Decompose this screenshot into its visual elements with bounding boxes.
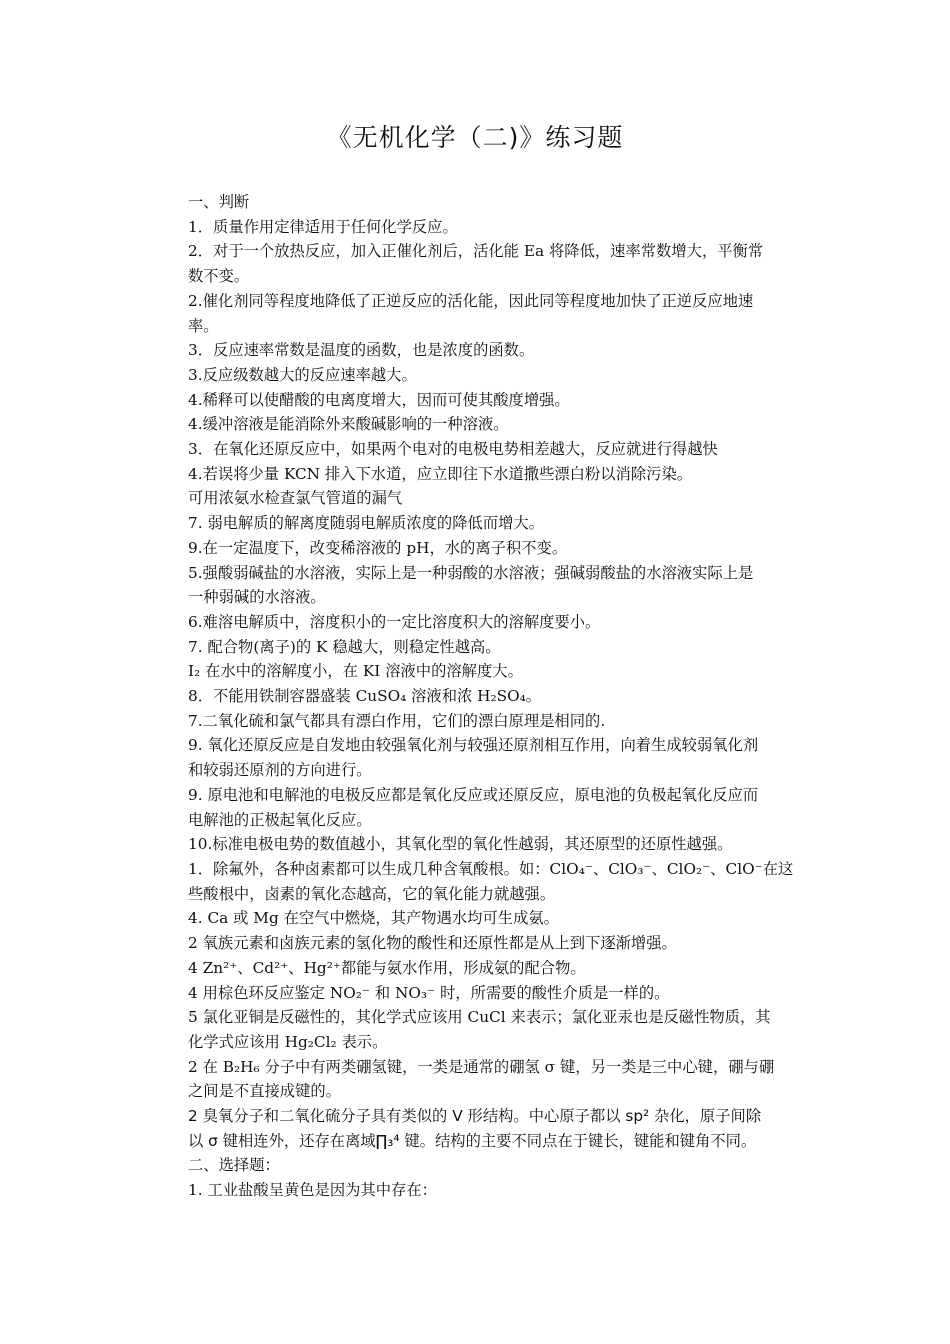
exercise-body	[188, 190, 810, 1203]
page-title: 《无机化学（二)》练习题	[326, 123, 624, 152]
text-line: 7.二氧化硫和氯气都具有漂白作用，它们的漂白原理是相同的.	[188, 711, 606, 730]
text-line: 4 Zn²⁺、Cd²⁺、Hg²⁺都能与氨水作用，形成氨的配合物。	[188, 958, 586, 977]
text-line: 9. 氧化还原反应是自发地由较强氧化剂与较强还原剂相互作用，向着生成较弱氧化剂	[188, 736, 759, 755]
section-heading: 一、判断	[188, 193, 250, 211]
text-line: 4.缓冲溶液是能消除外来酸碱影响的一种溶液。	[188, 415, 509, 434]
text-line: 5.强酸弱碱盐的水溶液，实际上是一种弱酸的水溶液；强碱弱酸盐的水溶液实际上是	[188, 563, 754, 582]
text-line: 电解池的正极起氧化反应。	[188, 810, 372, 829]
text-line: 2 在 B₂H₆ 分子中有两类硼氢键，一类是通常的硼氢 σ 键，另一类是三中心键，硼与硼	[188, 1057, 775, 1076]
text-line: 4. Ca 或 Mg 在空气中燃烧，其产物遇水均可生成氨。	[188, 909, 559, 928]
text-line: 2 氧族元素和卤族元素的氢化物的酸性和还原性都是从上到下逐渐增强。	[188, 934, 677, 953]
text-line: 4.若误将少量 KCN 排入下水道，应立即往下水道撒些漂白粉以消除污染。	[188, 464, 693, 483]
text-line: 10.标准电极电势的数值越小，其氧化型的氧化性越弱，其还原型的还原性越强。	[188, 835, 733, 854]
text-line: 2.催化剂同等程度地降低了正逆反应的活化能，因此同等程度地加快了正逆反应地速	[188, 291, 754, 310]
text-line: 可用浓氨水检查氯气管道的漏气	[188, 489, 403, 508]
section-heading: 二、选择题：	[188, 1156, 280, 1175]
text-line: 数不变。	[188, 267, 250, 286]
text-line: 率。	[188, 316, 219, 335]
text-line: 化学式应该用 Hg₂Cl₂ 表示。	[188, 1032, 388, 1051]
text-line: 些酸根中，卤素的氧化态越高，它的氧化能力就越强。	[188, 884, 556, 903]
text-line: 9. 原电池和电解池的电极反应都是氧化反应或还原反应，原电池的负极起氧化反应而	[188, 785, 759, 804]
text-line: 4 用棕色环反应鉴定 NO₂⁻ 和 NO₃⁻ 时，所需要的酸性介质是一样的。	[188, 983, 670, 1002]
text-line: 6.难溶电解质中，溶度积小的一定比溶度积大的溶解度要小。	[188, 612, 601, 631]
text-line: 和较弱还原剂的方向进行。	[188, 761, 372, 780]
text-line: I₂ 在水中的溶解度小，在 KI 溶液中的溶解度大。	[188, 662, 523, 681]
text-line: 1．质量作用定律适用于任何化学反应。	[188, 217, 458, 236]
text-line: 3．反应速率常数是温度的函数，也是浓度的函数。	[188, 341, 535, 360]
text-line: 7. 弱电解质的解离度随弱电解质浓度的降低而增大。	[188, 514, 544, 533]
text-line: 2．对于一个放热反应，加入正催化剂后，活化能 Ea 将降低，速率常数增大，平衡常	[188, 242, 764, 261]
text-line: 4.稀释可以使醋酸的电离度增大，因而可使其酸度增强。	[188, 390, 570, 409]
text-line: 以 σ 键相连外，还存在离域∏₃⁴ 键。结构的主要不同点在于键长，键能和键角不同。	[188, 1131, 757, 1150]
text-line: 3．在氧化还原反应中，如果两个电对的电极电势相差越大，反应就进行得越快	[188, 440, 718, 459]
text-line: 3.反应级数越大的反应速率越大。	[188, 365, 417, 384]
text-line: 1．除氟外，各种卤素都可以生成几种含氧酸根。如：ClO₄⁻、ClO₃⁻、ClO₂⁻、ClO⁻在这	[188, 859, 794, 878]
text-line: 1. 工业盐酸呈黄色是因为其中存在：	[188, 1181, 437, 1200]
text-line: 2 臭氧分子和二氧化硫分子具有类似的 V 形结构。中心原子都以 sp² 杂化，原子间除	[188, 1107, 762, 1126]
text-line: 8．不能用铁制容器盛装 CuSO₄ 溶液和浓 H₂SO₄。	[188, 687, 542, 706]
text-line: 一种弱碱的水溶液。	[188, 588, 326, 607]
text-line: 9.在一定温度下，改变稀溶液的 pH，水的离子积不变。	[188, 538, 568, 557]
text-line: 之间是不直接成键的。	[188, 1082, 341, 1101]
text-line: 5 氯化亚铜是反磁性的，其化学式应该用 CuCl 来表示；氯化亚汞也是反磁性物质，其	[188, 1008, 771, 1027]
text-line: 7. 配合物(离子)的 K 稳越大，则稳定性越高。	[188, 637, 501, 656]
